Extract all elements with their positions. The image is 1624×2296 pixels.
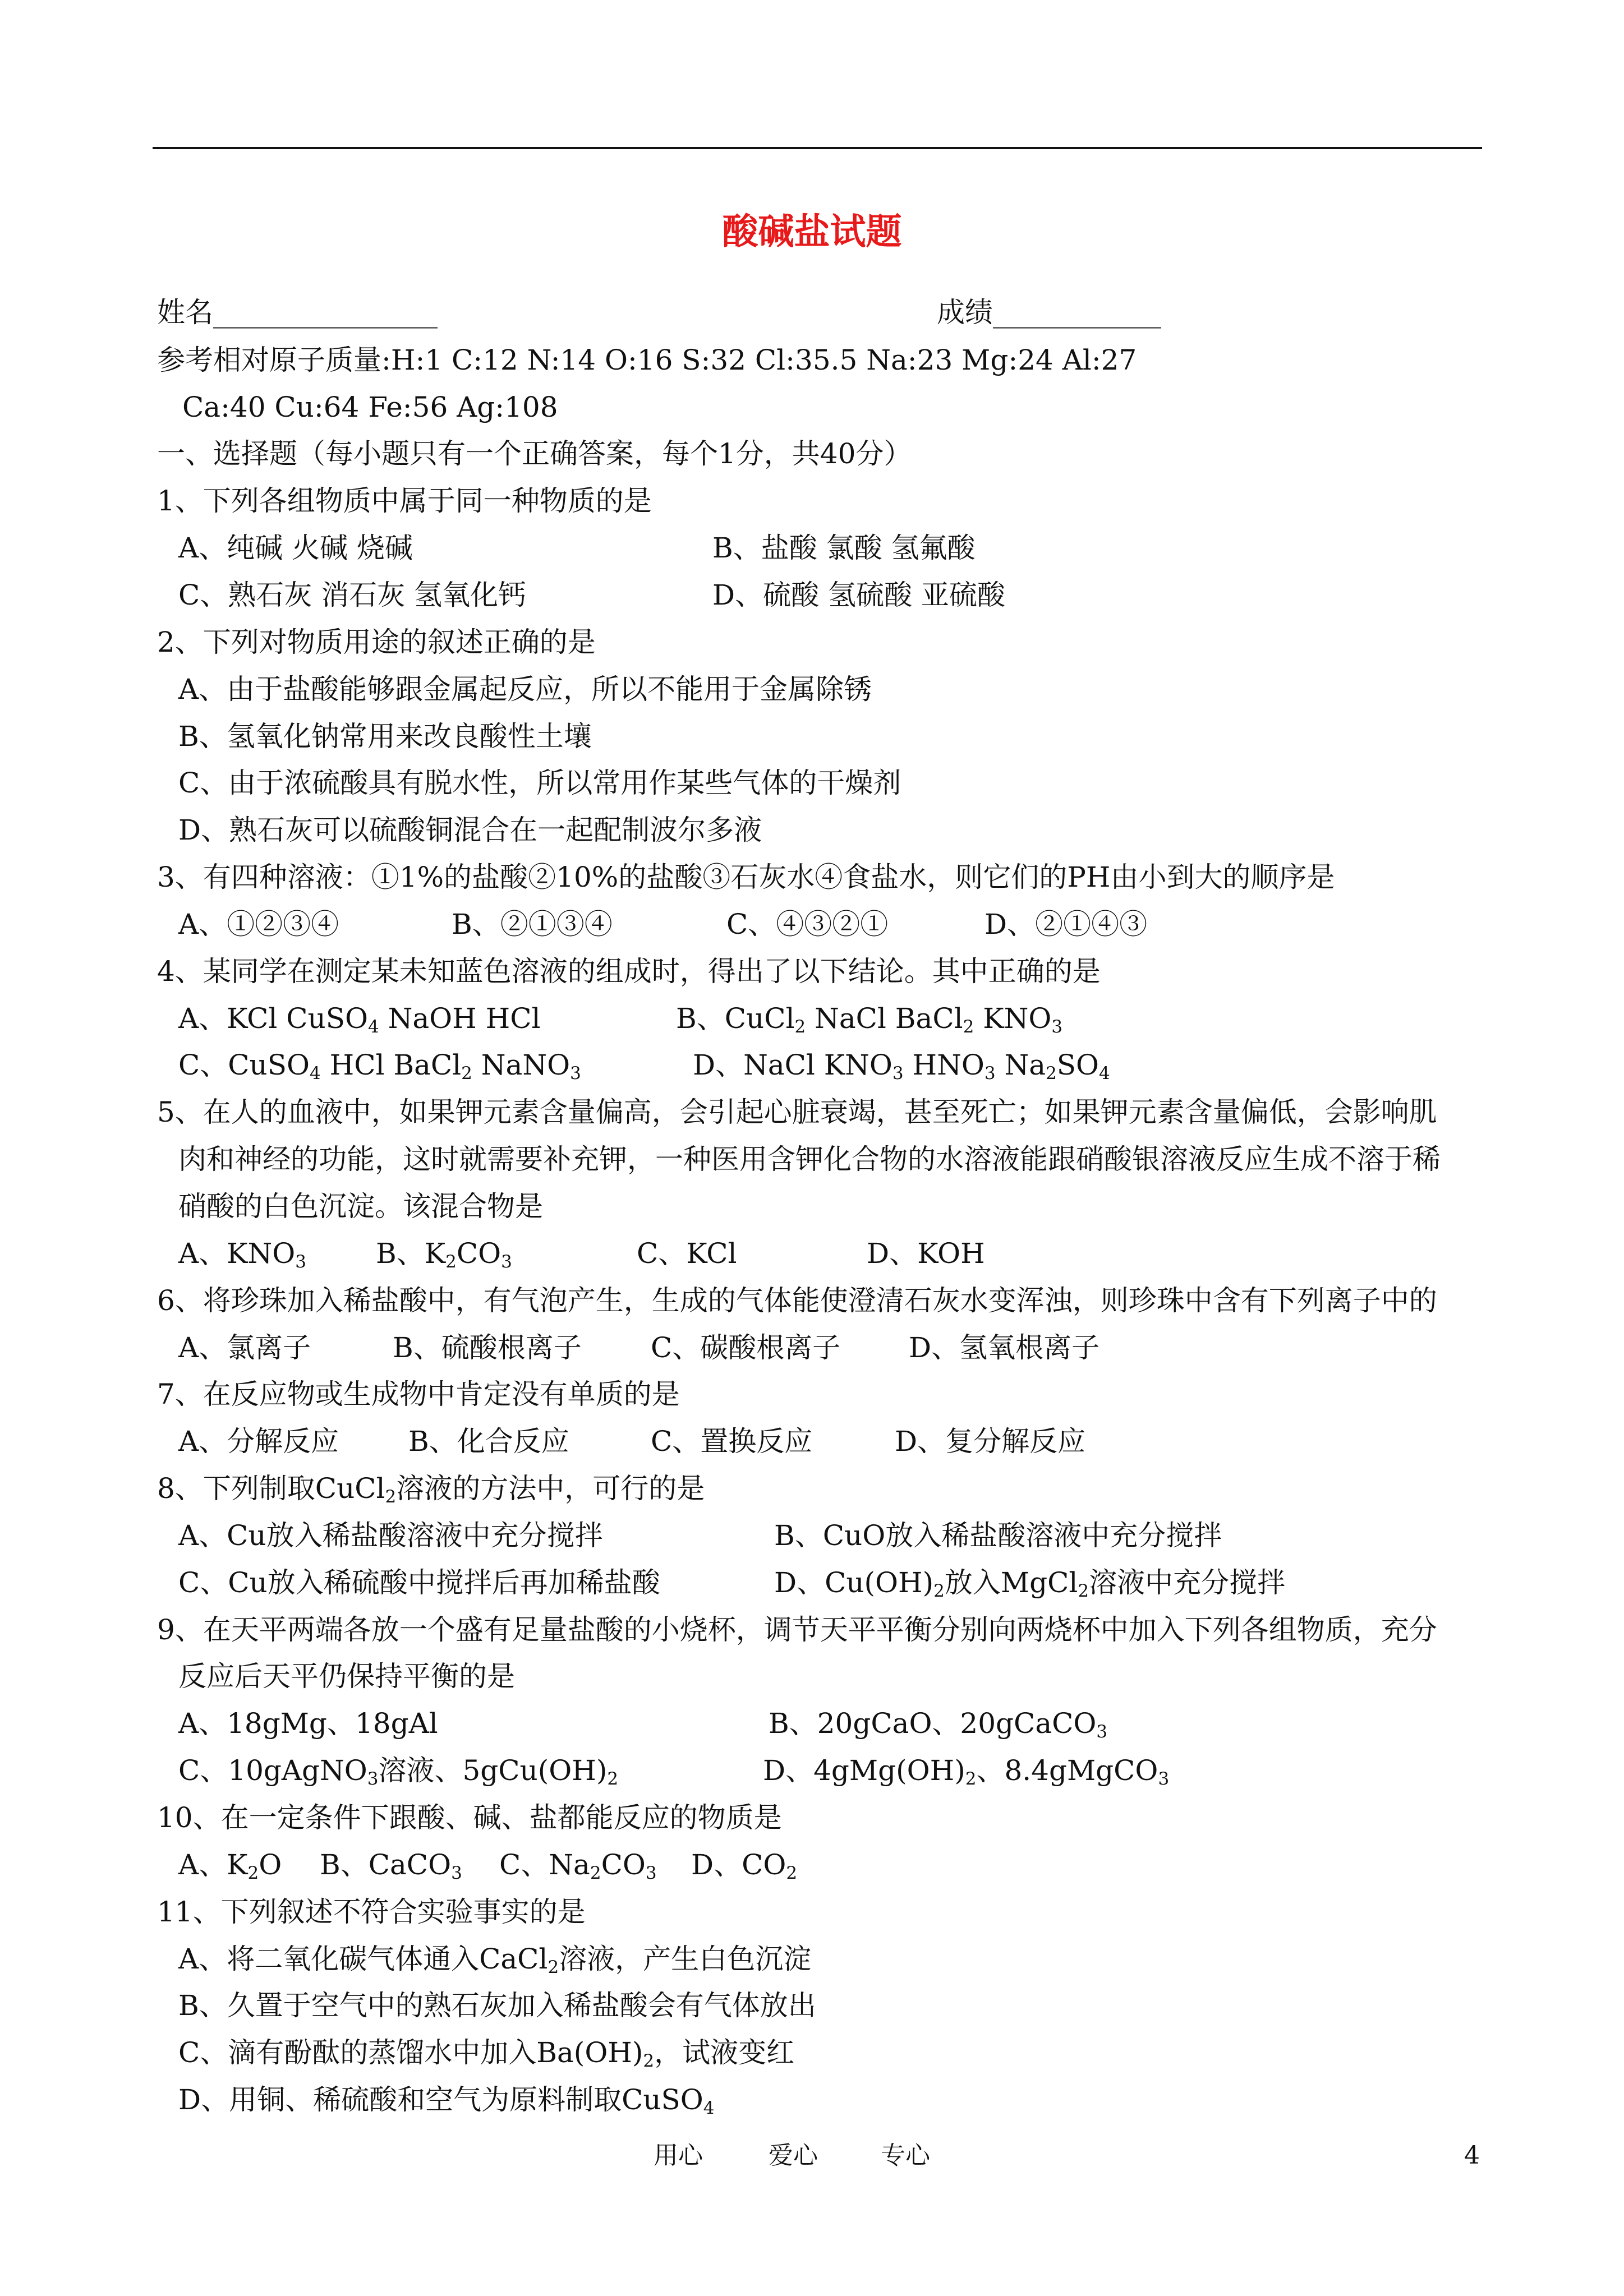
question-2-option-c: C、由于浓硫酸具有脱水性，所以常用作某些气体的干燥剂 — [178, 767, 901, 799]
question-5-option-d: D、KOH — [867, 1237, 985, 1270]
question-2-option-d: D、熟石灰可以硫酸铜混合在一起配制波尔多液 — [178, 814, 762, 846]
question-6-option-a: A、氯离子 — [178, 1331, 311, 1364]
question-6-option-b: B、硫酸根离子 — [393, 1331, 582, 1364]
atomic-masses-line1: 参考相对原子质量:H:1 C:12 N:14 O:16 S:32 Cl:35.5 Na:23 Mg:24 Al:27 — [157, 344, 1137, 376]
question-3-option-c: C、④③②① — [726, 908, 889, 940]
question-7-option-c: C、置换反应 — [651, 1425, 813, 1458]
question-6-option-c: C、碳酸根离子 — [651, 1331, 841, 1364]
question-10-option-c: C、$Na_2CO_3$ — [499, 1848, 657, 1883]
question-11-option-a: A、将二氧化碳气体通入CaCl$_2$溶液，产生白色沉淀 — [178, 1943, 812, 1977]
question-4-option-a: A、KCl CuSO$_4$ NaOH HCl — [178, 1002, 541, 1037]
question-9-option-c: C、10gAgNO$_3$溶液、$5gCu(OH)_2$ — [178, 1754, 619, 1789]
question-5-option-a: A、$KNO_3$ — [178, 1237, 306, 1272]
header-rule — [153, 147, 1482, 149]
question-6-stem: 6、将珍珠加入稀盐酸中，有气泡产生，生成的气体能使澄清石灰水变浑浊，则珍珠中含有下列离子中的 — [157, 1284, 1437, 1317]
question-1-stem: 1、下列各组物质中属于同一种物质的是 — [157, 485, 652, 517]
question-5-stem-line2: 肉和神经的功能，这时就需要补充钾，一种医用含钾化合物的水溶液能跟硝酸银溶液反应生成不溶于稀 — [178, 1143, 1441, 1175]
question-10-option-d: D、$CO_2$ — [691, 1848, 798, 1883]
question-11-option-b: B、久置于空气中的熟石灰加入稀盐酸会有气体放出 — [178, 1989, 816, 2022]
question-10-option-b: B、CaCO$_3$ — [320, 1848, 462, 1883]
question-3-option-d: D、②①④③ — [984, 908, 1148, 940]
question-1-option-b: B、盐酸 氯酸 氢氟酸 — [712, 532, 976, 564]
atomic-masses-line2: Ca:40 Cu:64 Fe:56 Ag:108 — [182, 391, 558, 423]
question-7-stem: 7、在反应物或生成物中肯定没有单质的是 — [157, 1378, 680, 1410]
question-8-option-c: C、Cu放入稀硫酸中搅拌后再加稀盐酸 — [178, 1566, 660, 1599]
question-6-option-d: D、氢氧根离子 — [909, 1331, 1100, 1364]
question-11-option-c: C、滴有酚酞的蒸馏水中加入$Ba(OH)_2$，试液变红 — [178, 2036, 795, 2071]
footer-word-2: 爱心 — [769, 2141, 818, 2170]
question-2-option-b: B、氢氧化钠常用来改良酸性土壤 — [178, 720, 592, 753]
question-7-option-d: D、复分解反应 — [895, 1425, 1086, 1458]
question-7-option-b: B、化合反应 — [408, 1425, 569, 1458]
question-5-stem-line1: 5、在人的血液中，如果钾元素含量偏高，会引起心脏衰竭，甚至死亡；如果钾元素含量偏低，会影响肌 — [157, 1096, 1437, 1128]
footer-word-3: 专心 — [881, 2141, 930, 2170]
question-4-stem: 4、某同学在测定某未知蓝色溶液的组成时，得出了以下结论。其中正确的是 — [157, 955, 1101, 988]
question-11-stem: 11、下列叙述不符合实验事实的是 — [157, 1896, 586, 1928]
question-3-option-a: A、①②③④ — [178, 908, 339, 940]
question-8-stem: 8、下列制取CuCl$_2$溶液的方法中，可行的是 — [157, 1472, 705, 1507]
page-title: 酸碱盐试题 — [722, 211, 902, 253]
question-8-option-a: A、Cu放入稀盐酸溶液中充分搅拌 — [178, 1519, 603, 1552]
question-1-option-a: A、纯碱 火碱 烧碱 — [178, 532, 413, 564]
question-4-option-d: D、NaCl $KNO_3$ $HNO_3$ $Na_2SO_4$ — [693, 1049, 1110, 1084]
score-field-label: 成绩____________ — [937, 296, 1161, 329]
question-9-option-d: D、$4gMg(OH)_2$、8.4gMgCO$_3$ — [763, 1754, 1170, 1789]
question-4-option-b: B、CuCl$_2$ NaCl BaCl$_2$ $KNO_3$ — [676, 1002, 1063, 1037]
footer-word-1: 用心 — [654, 2141, 703, 2170]
question-9-stem-line2: 反应后天平仍保持平衡的是 — [178, 1660, 515, 1693]
question-2-option-a: A、由于盐酸能够跟金属起反应，所以不能用于金属除锈 — [178, 673, 872, 706]
name-field-label: 姓名________________ — [157, 296, 438, 329]
question-9-option-b: B、20gCaO、20gCaCO$_3$ — [769, 1707, 1108, 1742]
question-1-option-c: C、熟石灰 消石灰 氢氧化钙 — [178, 579, 527, 611]
question-9-stem-line1: 9、在天平两端各放一个盛有足量盐酸的小烧杯，调节天平平衡分别向两烧杯中加入下列各组物质，充分 — [157, 1613, 1437, 1646]
question-2-stem: 2、下列对物质用途的叙述正确的是 — [157, 626, 596, 658]
question-11-option-d: D、用铜、稀硫酸和空气为原料制取CuSO$_4$ — [178, 2083, 715, 2118]
page-number: 4 — [1464, 2141, 1480, 2170]
question-5-option-c: C、KCl — [637, 1237, 737, 1270]
question-3-option-b: B、②①③④ — [452, 908, 613, 940]
question-1-option-d: D、硫酸 氢硫酸 亚硫酸 — [712, 579, 1005, 611]
question-10-option-a: A、$K_2O$ — [178, 1848, 282, 1883]
question-9-option-a: A、18gMg、18gAl — [178, 1707, 438, 1740]
section-heading: 一、选择题（每小题只有一个正确答案，每个1分，共40分） — [157, 437, 912, 470]
question-5-option-b: B、$K_2CO_3$ — [376, 1237, 512, 1272]
question-3-stem: 3、有四种溶液：①1%的盐酸②10%的盐酸③石灰水④食盐水，则它们的PH由小到大的顺序是 — [157, 861, 1335, 893]
question-10-stem: 10、在一定条件下跟酸、碱、盐都能反应的物质是 — [157, 1801, 782, 1834]
question-5-stem-line3: 硝酸的白色沉淀。该混合物是 — [178, 1190, 543, 1223]
question-7-option-a: A、分解反应 — [178, 1425, 339, 1458]
question-4-option-c: C、CuSO$_4$ HCl BaCl$_2$ NaNO$_3$ — [178, 1049, 581, 1084]
question-8-option-d: D、$Cu(OH)_2$放入MgCl$_2$溶液中充分搅拌 — [774, 1566, 1286, 1601]
question-8-option-b: B、CuO放入稀盐酸溶液中充分搅拌 — [774, 1519, 1222, 1552]
